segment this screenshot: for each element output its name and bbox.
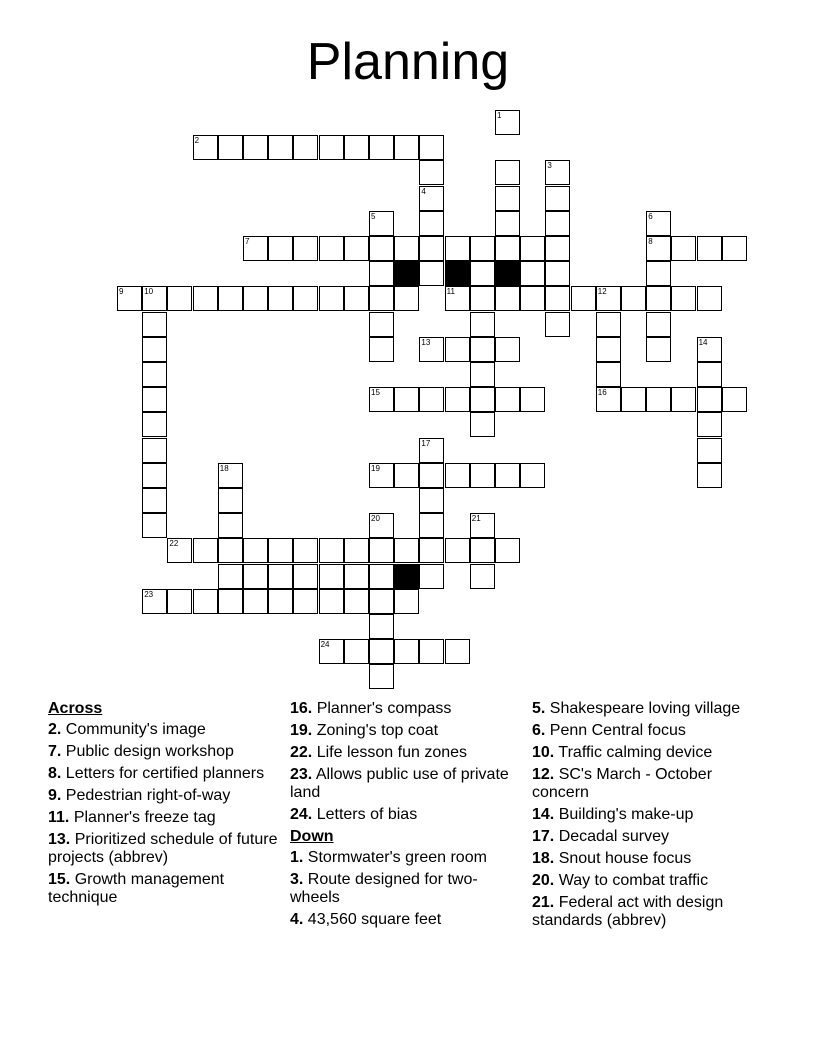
grid-cell[interactable] (142, 412, 167, 437)
clue-item (290, 700, 520, 718)
clue-number: 6. (532, 722, 546, 739)
grid-cell[interactable] (470, 387, 495, 412)
clue-item (532, 828, 762, 846)
grid-cell[interactable] (319, 236, 344, 261)
clue-number: 1 (497, 111, 502, 120)
grid-cell[interactable] (495, 211, 520, 236)
grid-cell[interactable] (319, 589, 344, 614)
clue-number: 4 (421, 186, 426, 196)
down-heading: Down (290, 828, 334, 845)
grid-cell[interactable] (369, 236, 394, 261)
clue-number: 20 (371, 514, 380, 524)
grid-cell[interactable] (293, 286, 318, 311)
clue-text: Shakespeare loving village (549, 700, 741, 717)
clue-item (48, 721, 278, 739)
clue-number: 5. (532, 700, 546, 717)
clue-item (48, 831, 278, 867)
across-clues-part-2 (290, 700, 520, 824)
grid-cell[interactable] (167, 589, 192, 614)
clue-item (290, 849, 520, 867)
grid-cell[interactable] (344, 639, 369, 664)
clue-item (290, 871, 520, 907)
grid-cell[interactable] (142, 286, 167, 311)
clue-item (290, 806, 520, 824)
grid-cell[interactable] (369, 564, 394, 589)
grid-cell[interactable] (369, 538, 394, 563)
grid-cell[interactable] (419, 337, 444, 362)
grid-cell[interactable] (545, 236, 570, 261)
clue-item (48, 871, 278, 907)
clue-item (48, 809, 278, 827)
clue-item (290, 766, 520, 802)
clue-item (532, 806, 762, 824)
clue-text: Planner's freeze tag (73, 809, 216, 826)
grid-cell[interactable] (369, 312, 394, 337)
clue-item (532, 850, 762, 868)
grid-cell[interactable] (697, 463, 722, 488)
grid-cell[interactable] (344, 286, 369, 311)
clue-number: 15 (371, 388, 380, 398)
grid-cell[interactable] (545, 160, 570, 185)
clue-number: 10. (532, 744, 555, 761)
grid-cell[interactable] (646, 337, 671, 362)
clue-number: 2. (48, 721, 62, 738)
clue-text: Life lesson fun zones (316, 744, 468, 761)
clue-number: 20. (532, 872, 555, 889)
grid-cell[interactable] (495, 160, 520, 185)
grid-cell[interactable] (697, 387, 722, 412)
grid-cell[interactable] (419, 135, 444, 160)
grid-cell[interactable] (419, 639, 444, 664)
grid-cell[interactable] (193, 286, 218, 311)
clue-number: 22. (290, 744, 313, 761)
clue-text: Building's make-up (558, 806, 694, 823)
grid-cell[interactable] (268, 564, 293, 589)
clue-number: 4. (290, 911, 304, 928)
grid-cell[interactable] (193, 135, 218, 160)
grid-cell[interactable] (697, 286, 722, 311)
grid-cell[interactable] (495, 286, 520, 311)
clue-text: Public design workshop (65, 743, 234, 760)
grid-cell[interactable] (268, 236, 293, 261)
grid-cell[interactable] (445, 337, 470, 362)
grid-cell[interactable] (445, 639, 470, 664)
grid-cell[interactable] (193, 538, 218, 563)
clue-column-3 (532, 700, 762, 934)
clue-number: 21 (471, 514, 481, 524)
clue-number: 15. (48, 871, 71, 888)
clue-text: Pedestrian right-of-way (65, 787, 231, 804)
clue-number: 13 (421, 337, 431, 347)
grid-cell[interactable] (671, 387, 696, 412)
grid-cell[interactable] (293, 589, 318, 614)
clue-number: 5 (371, 211, 376, 221)
clue-number: 24. (290, 806, 313, 823)
clue-number: 12 (597, 287, 607, 297)
grid-cell[interactable] (293, 236, 318, 261)
down-clues-part-2 (532, 700, 762, 930)
grid-cell[interactable] (369, 639, 394, 664)
grid-cell[interactable] (369, 211, 394, 236)
grid-cell[interactable] (621, 387, 646, 412)
grid-cell[interactable] (394, 387, 419, 412)
grid-cell[interactable] (319, 135, 344, 160)
grid-cell[interactable] (545, 211, 570, 236)
clue-number: 8 (648, 237, 653, 246)
grid-cell[interactable] (218, 135, 243, 160)
grid-cell[interactable] (218, 589, 243, 614)
clue-number: 19. (290, 722, 313, 739)
clue-item (48, 765, 278, 783)
clue-text: 43,560 square feet (307, 911, 442, 928)
clue-item (532, 700, 762, 718)
grid-cell[interactable] (419, 564, 444, 589)
grid-cell[interactable] (470, 261, 495, 286)
grid-cell[interactable] (319, 286, 344, 311)
clue-number: 18. (532, 850, 555, 867)
grid-cell[interactable] (142, 513, 167, 538)
clue-list (48, 700, 788, 960)
clue-text: Way to combat traffic (558, 872, 709, 889)
grid-cell[interactable] (243, 589, 268, 614)
clue-number: 11. (48, 809, 70, 826)
grid-cell[interactable] (218, 538, 243, 563)
clue-text: Letters for certified planners (65, 765, 265, 782)
grid-cell[interactable] (394, 589, 419, 614)
clue-column-2 (290, 700, 520, 933)
grid-cell[interactable] (394, 538, 419, 563)
grid-cell[interactable] (369, 513, 394, 538)
grid-cell[interactable] (571, 286, 596, 311)
grid-cell[interactable] (445, 387, 470, 412)
grid-cell[interactable] (293, 564, 318, 589)
clue-item (532, 872, 762, 890)
grid-cell[interactable] (470, 312, 495, 337)
grid-cell[interactable] (117, 286, 142, 311)
clue-number: 22 (169, 539, 179, 549)
grid-cell[interactable] (369, 135, 394, 160)
clue-number: 10 (144, 287, 154, 297)
clue-number: 2 (194, 136, 200, 146)
grid-cell[interactable] (646, 387, 671, 412)
grid-cell[interactable] (646, 211, 671, 236)
grid-cell[interactable] (419, 236, 444, 261)
clue-item (532, 894, 762, 930)
grid-cell[interactable] (293, 538, 318, 563)
grid-cell[interactable] (369, 337, 394, 362)
grid-cell[interactable] (697, 438, 722, 463)
grid-cell[interactable] (419, 387, 444, 412)
grid-cell[interactable] (545, 261, 570, 286)
grid-cell[interactable] (142, 438, 167, 463)
grid-cell[interactable] (470, 286, 495, 311)
clue-number: 12. (532, 766, 555, 783)
grid-cell[interactable] (167, 538, 192, 563)
grid-cell[interactable] (419, 538, 444, 563)
grid-cell[interactable] (293, 135, 318, 160)
grid-cell[interactable] (470, 513, 495, 538)
clue-number: 18 (219, 463, 229, 473)
grid-cell[interactable] (697, 337, 722, 362)
grid-cell[interactable] (621, 286, 646, 311)
grid-cell[interactable] (243, 135, 268, 160)
clue-number: 23. (290, 766, 313, 783)
black-square (495, 261, 520, 286)
grid-cell[interactable] (697, 362, 722, 387)
clue-text: Federal act with design standards (abbrev) (532, 894, 724, 929)
clue-number: 14 (698, 337, 708, 347)
grid-cell[interactable] (470, 463, 495, 488)
clue-text: Route designed for two-wheels (290, 871, 478, 906)
grid-cell[interactable] (218, 463, 243, 488)
grid-cell[interactable] (243, 538, 268, 563)
grid-cell[interactable] (520, 236, 545, 261)
clue-text: Allows public use of private land (290, 766, 509, 801)
clue-column-1 (48, 700, 278, 911)
clue-number: 16. (290, 700, 313, 717)
grid-cell[interactable] (419, 261, 444, 286)
clue-number: 7 (245, 237, 250, 246)
grid-cell[interactable] (495, 387, 520, 412)
grid-cell[interactable] (369, 387, 394, 412)
grid-cell[interactable] (697, 412, 722, 437)
down-clues-part-1 (290, 849, 520, 929)
clue-number: 3. (290, 871, 304, 888)
grid-cell[interactable] (142, 463, 167, 488)
clue-text: Snout house focus (558, 850, 692, 867)
grid-cell[interactable] (344, 538, 369, 563)
grid-cell[interactable] (646, 261, 671, 286)
clue-text: Decadal survey (558, 828, 669, 845)
grid-cell[interactable] (243, 236, 268, 261)
clue-number: 9. (48, 787, 62, 804)
grid-cell[interactable] (495, 186, 520, 211)
clue-number: 17 (421, 438, 431, 448)
clue-item (532, 744, 762, 762)
grid-cell[interactable] (142, 337, 167, 362)
grid-cell[interactable] (495, 463, 520, 488)
black-square (394, 564, 419, 589)
clue-item (532, 766, 762, 802)
grid-cell[interactable] (445, 538, 470, 563)
grid-cell[interactable] (344, 135, 369, 160)
grid-cell[interactable] (470, 236, 495, 261)
grid-cell[interactable] (394, 135, 419, 160)
grid-cell[interactable] (419, 438, 444, 463)
grid-cell[interactable] (344, 564, 369, 589)
grid-cell[interactable] (596, 286, 621, 311)
grid-cell[interactable] (344, 589, 369, 614)
clue-number: 16 (597, 388, 607, 398)
grid-cell[interactable] (268, 538, 293, 563)
grid-cell[interactable] (470, 564, 495, 589)
clue-number: 6 (648, 211, 653, 221)
grid-cell[interactable] (495, 236, 520, 261)
clue-text: Community's image (65, 721, 206, 738)
clue-number: 9 (119, 287, 124, 297)
clue-number: 23 (144, 589, 154, 599)
grid-cell[interactable] (470, 412, 495, 437)
grid-cell[interactable] (646, 286, 671, 311)
grid-cell[interactable] (268, 589, 293, 614)
grid-cell[interactable] (596, 387, 621, 412)
grid-cell[interactable] (470, 362, 495, 387)
grid-cell[interactable] (445, 463, 470, 488)
across-heading: Across (48, 700, 103, 717)
grid-cell[interactable] (142, 488, 167, 513)
clue-number: 17. (532, 828, 555, 845)
clue-text: Growth management technique (48, 871, 225, 906)
clue-number: 19 (371, 463, 380, 473)
clue-number: 1. (290, 849, 304, 866)
grid-cell[interactable] (646, 312, 671, 337)
clue-number: 7. (48, 743, 62, 760)
clue-text: SC's March - October concern (532, 766, 713, 801)
grid-cell[interactable] (319, 564, 344, 589)
grid-cell[interactable] (697, 236, 722, 261)
grid-cell[interactable] (369, 463, 394, 488)
grid-cell[interactable] (495, 110, 520, 135)
grid-cell[interactable] (419, 211, 444, 236)
clue-number: 13. (48, 831, 71, 848)
clue-text: Penn Central focus (549, 722, 686, 739)
grid-cell[interactable] (596, 362, 621, 387)
across-clues-part-1 (48, 721, 278, 907)
grid-cell[interactable] (218, 513, 243, 538)
grid-cell[interactable] (419, 463, 444, 488)
grid-cell[interactable] (218, 286, 243, 311)
clue-number: 14. (532, 806, 555, 823)
clue-text: Zoning's top coat (316, 722, 439, 739)
grid-cell[interactable] (243, 564, 268, 589)
grid-cell[interactable] (520, 261, 545, 286)
grid-cell[interactable] (671, 286, 696, 311)
clue-item (532, 722, 762, 740)
grid-cell[interactable] (495, 538, 520, 563)
grid-cell[interactable] (596, 312, 621, 337)
grid-cell[interactable] (394, 236, 419, 261)
grid-cell[interactable] (319, 639, 344, 664)
grid-cell[interactable] (394, 286, 419, 311)
grid-cell[interactable] (495, 337, 520, 362)
grid-cell[interactable] (445, 236, 470, 261)
grid-cell[interactable] (671, 236, 696, 261)
clue-text: Stormwater's green room (307, 849, 487, 866)
grid-cell[interactable] (369, 286, 394, 311)
grid-cell[interactable] (394, 639, 419, 664)
grid-cell[interactable] (545, 312, 570, 337)
black-square (394, 261, 419, 286)
grid-cell[interactable] (596, 337, 621, 362)
clue-item (290, 722, 520, 740)
grid-cell[interactable] (193, 589, 218, 614)
clue-number: 11 (446, 287, 455, 297)
grid-cell[interactable] (722, 236, 747, 261)
grid-cell[interactable] (419, 513, 444, 538)
grid-cell[interactable] (142, 387, 167, 412)
grid-cell[interactable] (218, 488, 243, 513)
grid-cell[interactable] (470, 337, 495, 362)
clue-number: 3 (547, 161, 552, 171)
grid-cell[interactable] (369, 589, 394, 614)
clue-number: 8. (48, 765, 62, 782)
grid-cell[interactable] (394, 463, 419, 488)
grid-cell[interactable] (722, 387, 747, 412)
grid-cell[interactable] (167, 286, 192, 311)
grid-cell[interactable] (344, 236, 369, 261)
clue-text: Letters of bias (316, 806, 418, 823)
clue-item (48, 743, 278, 761)
grid-cell[interactable] (545, 286, 570, 311)
grid-cell[interactable] (369, 664, 394, 689)
grid-cell[interactable] (142, 312, 167, 337)
grid-cell[interactable] (545, 186, 570, 211)
grid-cell[interactable] (520, 387, 545, 412)
grid-cell[interactable] (419, 186, 444, 211)
clue-item (48, 787, 278, 805)
clue-number: 21. (532, 894, 555, 911)
grid-cell[interactable] (369, 261, 394, 286)
clue-text: Traffic calming device (558, 744, 713, 761)
grid-cell[interactable] (218, 564, 243, 589)
clue-item (290, 911, 520, 929)
grid-cell[interactable] (470, 538, 495, 563)
clue-number: 24 (320, 640, 330, 650)
grid-cell[interactable] (243, 286, 268, 311)
grid-cell[interactable] (445, 286, 470, 311)
grid-cell[interactable] (319, 538, 344, 563)
grid-cell[interactable] (268, 286, 293, 311)
clue-text: Planner's compass (316, 700, 452, 717)
grid-cell[interactable] (369, 614, 394, 639)
grid-cell[interactable] (142, 362, 167, 387)
grid-cell[interactable] (419, 488, 444, 513)
black-square (445, 261, 470, 286)
grid-cell[interactable] (142, 589, 167, 614)
clue-item (290, 744, 520, 762)
grid-cell[interactable] (268, 135, 293, 160)
grid-cell[interactable] (520, 463, 545, 488)
grid-cell[interactable] (419, 160, 444, 185)
clue-text: Prioritized schedule of future projects (abbrev) (48, 831, 278, 866)
puzzle-title: Planning (306, 33, 510, 91)
grid-cell[interactable] (520, 286, 545, 311)
grid-cell[interactable] (646, 236, 671, 261)
